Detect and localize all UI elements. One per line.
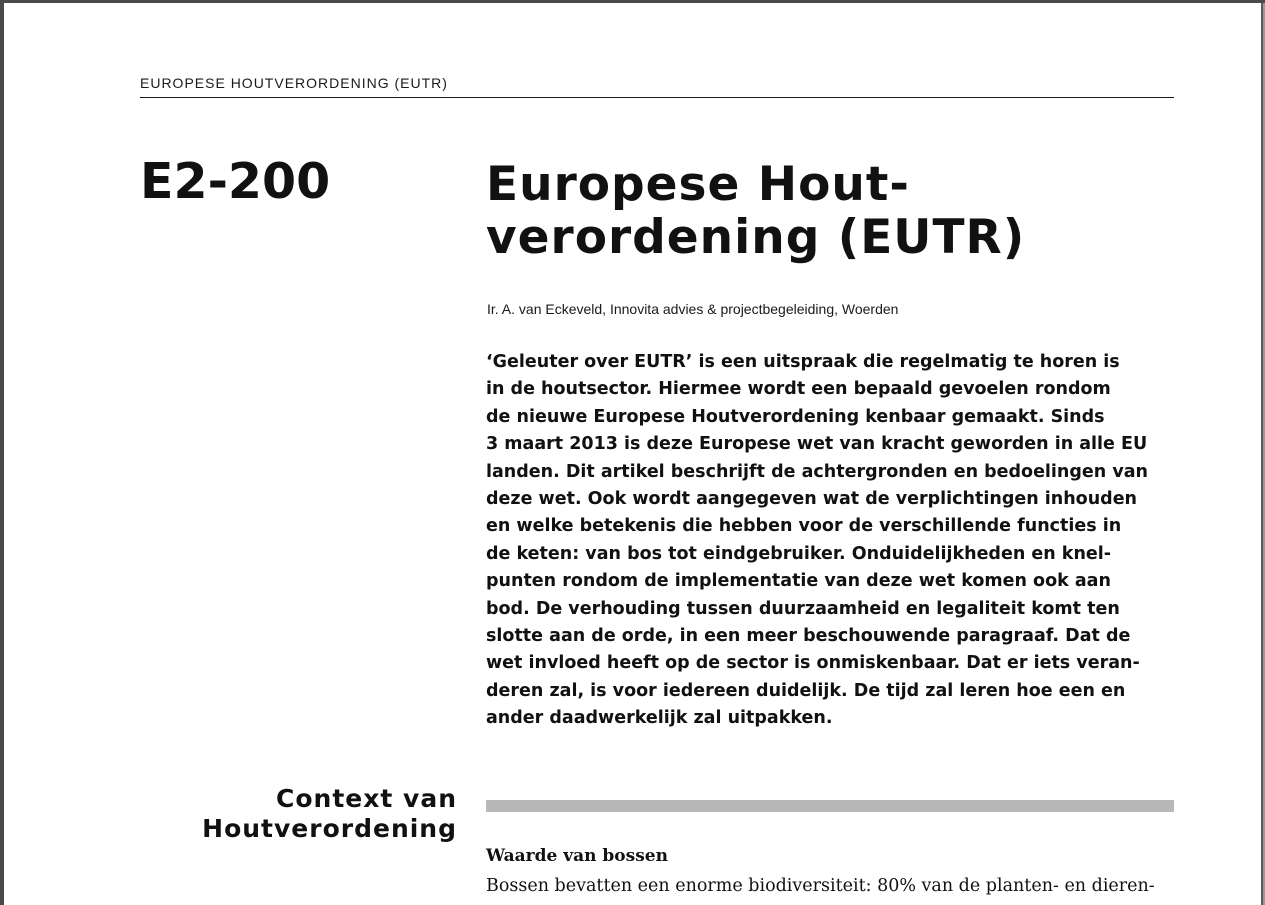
- abstract-line: in de houtsector. Hiermee wordt een bepaald gevoelen rondom: [486, 379, 1111, 400]
- section-heading-line: Context van: [276, 784, 457, 813]
- abstract-line: slotte aan de orde, in een meer beschouwende paragraaf. Dat de: [486, 626, 1131, 647]
- viewer-scroll-edge: [1261, 3, 1265, 905]
- section-heading-line: Houtverordening: [202, 814, 457, 843]
- abstract-line: ‘Geleuter over EUTR’ is een uitspraak die regelmatig te horen is: [486, 352, 1120, 372]
- article-title-line: verordening (EUTR): [486, 210, 1026, 265]
- abstract-line: landen. Dit artikel beschrijft de achtergronden en bedoelingen van: [486, 461, 1149, 482]
- running-header: EUROPESE HOUTVERORDENING (EUTR): [140, 75, 1174, 98]
- section-divider: [486, 800, 1174, 812]
- article-title-line: Europese Hout-: [486, 157, 910, 212]
- subsection-heading: Waarde van bossen: [486, 846, 668, 866]
- body-text-line: Bossen bevatten een enorme biodiversiteit: 80% van de planten- en dieren-: [486, 876, 1155, 896]
- abstract-line: de keten: van bos tot eindgebruiker. Onduidelijkheden en knel-: [486, 543, 1112, 564]
- document-page: [4, 3, 1261, 905]
- abstract-line: bod. De verhouding tussen duurzaamheid en legaliteit komt ten: [486, 598, 1120, 619]
- abstract: [486, 349, 1186, 733]
- section-code: E2-200: [140, 153, 331, 210]
- abstract-line: ander daadwerkelijk zal uitpakken.: [486, 708, 833, 729]
- body-text: [486, 873, 1186, 900]
- article-title: [486, 158, 1186, 264]
- section-heading: [154, 784, 457, 844]
- abstract-line: en welke betekenis die hebben voor de verschillende functies in: [486, 516, 1122, 537]
- abstract-line: 3 maart 2013 is deze Europese wet van kracht geworden in alle EU: [486, 434, 1148, 455]
- abstract-line: punten rondom de implementatie van deze wet komen ook aan: [486, 571, 1111, 592]
- abstract-line: de nieuwe Europese Houtverordening kenbaar gemaakt. Sinds: [486, 406, 1105, 427]
- abstract-line: deren zal, is voor iedereen duidelijk. De tijd zal leren hoe een en: [486, 680, 1126, 701]
- abstract-line: deze wet. Ook wordt aangegeven wat de verplichtingen inhouden: [486, 489, 1138, 510]
- author-line: Ir. A. van Eckeveld, Innovita advies & projectbegeleiding, Woerden: [487, 301, 899, 317]
- abstract-line: wet invloed heeft op de sector is onmiskenbaar. Dat er iets veran-: [486, 653, 1140, 674]
